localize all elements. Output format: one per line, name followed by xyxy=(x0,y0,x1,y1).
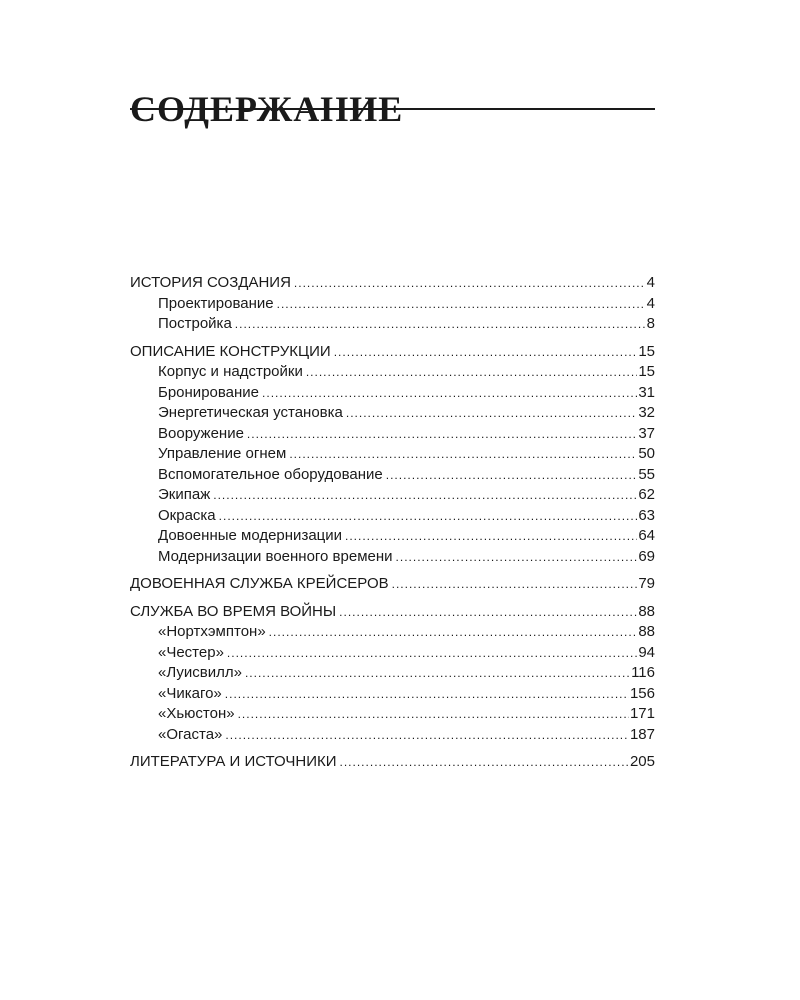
page-title: СОДЕРЖАНИЕ xyxy=(130,89,404,130)
toc-section xyxy=(130,273,655,335)
toc-entry-title: Постройка xyxy=(158,315,232,332)
toc-subentry[interactable] xyxy=(130,684,655,705)
toc-page-number: 205 xyxy=(629,753,655,770)
toc-subentry[interactable] xyxy=(130,643,655,664)
toc-page-number: 8 xyxy=(646,315,655,332)
dot-leader xyxy=(262,384,637,404)
toc-entry-title: «Огаста» xyxy=(158,725,223,743)
toc-page-number: 187 xyxy=(629,725,655,743)
dot-leader xyxy=(334,343,638,363)
toc-page-number: 50 xyxy=(638,445,655,462)
toc-page-number: 4 xyxy=(646,274,655,291)
toc-page-number: 31 xyxy=(638,383,655,401)
toc-subentry[interactable] xyxy=(130,294,655,315)
dot-leader xyxy=(346,404,637,424)
toc-page-number: 15 xyxy=(638,363,655,380)
toc-subentry[interactable] xyxy=(130,403,655,424)
toc-page-number: 55 xyxy=(638,465,655,483)
toc-chapter[interactable] xyxy=(130,752,655,773)
toc-entry-title: ИСТОРИЯ СОЗДАНИЯ xyxy=(130,274,291,291)
table-of-contents xyxy=(130,273,655,780)
toc-entry-title: Вооружение xyxy=(158,424,244,442)
toc-subentry[interactable] xyxy=(130,704,655,725)
toc-entry-title: «Луисвилл» xyxy=(158,664,242,681)
toc-section xyxy=(130,342,655,568)
toc-chapter[interactable] xyxy=(130,342,655,363)
toc-subentry[interactable] xyxy=(130,465,655,486)
toc-entry-title: Управление огнем xyxy=(158,445,287,462)
dot-leader xyxy=(294,274,646,294)
toc-chapter[interactable] xyxy=(130,574,655,595)
toc-entry-title: Вспомогательное оборудование xyxy=(158,465,383,483)
toc-entry-title: Окраска xyxy=(158,506,216,524)
toc-entry-title: «Нортхэмптон» xyxy=(158,623,266,640)
dot-leader xyxy=(247,425,637,445)
dot-leader xyxy=(340,753,629,773)
toc-chapter[interactable] xyxy=(130,273,655,294)
toc-entry-title: ЛИТЕРАТУРА И ИСТОЧНИКИ xyxy=(130,753,337,770)
toc-subentry[interactable] xyxy=(130,383,655,404)
toc-subentry[interactable] xyxy=(130,314,655,335)
title-underline xyxy=(130,108,655,110)
toc-page-number: 62 xyxy=(638,486,655,503)
dot-leader xyxy=(396,548,638,568)
toc-page-number: 15 xyxy=(638,342,655,360)
toc-page-number: 88 xyxy=(638,623,655,640)
toc-entry-title: «Честер» xyxy=(158,643,224,661)
dot-leader xyxy=(245,664,630,684)
toc-entry-title: «Чикаго» xyxy=(158,684,222,702)
toc-page-number: 69 xyxy=(638,547,655,565)
toc-subentry[interactable] xyxy=(130,725,655,746)
toc-subentry[interactable] xyxy=(130,547,655,568)
toc-subentry[interactable] xyxy=(130,362,655,383)
dot-leader xyxy=(235,315,646,335)
dot-leader xyxy=(289,445,637,465)
dot-leader xyxy=(238,705,629,725)
toc-page-number: 88 xyxy=(638,602,655,620)
toc-page-number: 171 xyxy=(629,705,655,722)
toc-subentry[interactable] xyxy=(130,622,655,643)
toc-entry-title: ДОВОЕННАЯ СЛУЖБА КРЕЙСЕРОВ xyxy=(130,575,389,592)
toc-entry-title: Модернизации военного времени xyxy=(158,547,393,565)
toc-page-number: 37 xyxy=(638,424,655,442)
dot-leader xyxy=(213,486,637,506)
toc-page-number: 79 xyxy=(638,575,655,592)
toc-subentry[interactable] xyxy=(130,663,655,684)
toc-entry-title: Довоенные модернизации xyxy=(158,527,343,544)
toc-page-number: 4 xyxy=(646,294,655,312)
dot-leader xyxy=(386,466,638,486)
toc-entry-title: ОПИСАНИЕ КОНСТРУКЦИИ xyxy=(130,342,331,360)
dot-leader xyxy=(277,295,646,315)
toc-page-number: 94 xyxy=(638,643,655,661)
dot-leader xyxy=(345,527,637,547)
dot-leader xyxy=(225,685,629,705)
toc-section xyxy=(130,752,655,773)
toc-entry-title: «Хьюстон» xyxy=(158,705,235,722)
toc-entry-title: Экипаж xyxy=(158,486,211,503)
toc-section xyxy=(130,602,655,746)
toc-chapter[interactable] xyxy=(130,602,655,623)
dot-leader xyxy=(269,623,638,643)
toc-entry-title: СЛУЖБА ВО ВРЕМЯ ВОЙНЫ xyxy=(130,602,337,620)
toc-entry-title: Проектирование xyxy=(158,294,274,312)
dot-leader xyxy=(392,575,638,595)
dot-leader xyxy=(339,603,637,623)
toc-subentry[interactable] xyxy=(130,526,655,547)
toc-subentry[interactable] xyxy=(130,485,655,506)
toc-section xyxy=(130,574,655,595)
dot-leader xyxy=(227,644,637,664)
toc-entry-title: Бронирование xyxy=(158,383,260,401)
toc-subentry[interactable] xyxy=(130,506,655,527)
dot-leader xyxy=(225,726,629,746)
dot-leader xyxy=(219,507,638,527)
toc-page-number: 63 xyxy=(638,506,655,524)
toc-entry-title: Корпус и надстройки xyxy=(158,363,303,380)
toc-subentry[interactable] xyxy=(130,424,655,445)
toc-entry-title: Энергетическая установка xyxy=(158,404,343,421)
toc-page-number: 64 xyxy=(638,527,655,544)
dot-leader xyxy=(306,363,637,383)
toc-page-number: 116 xyxy=(631,664,655,681)
toc-page-number: 32 xyxy=(638,404,655,421)
toc-page-number: 156 xyxy=(629,684,655,702)
toc-subentry[interactable] xyxy=(130,444,655,465)
